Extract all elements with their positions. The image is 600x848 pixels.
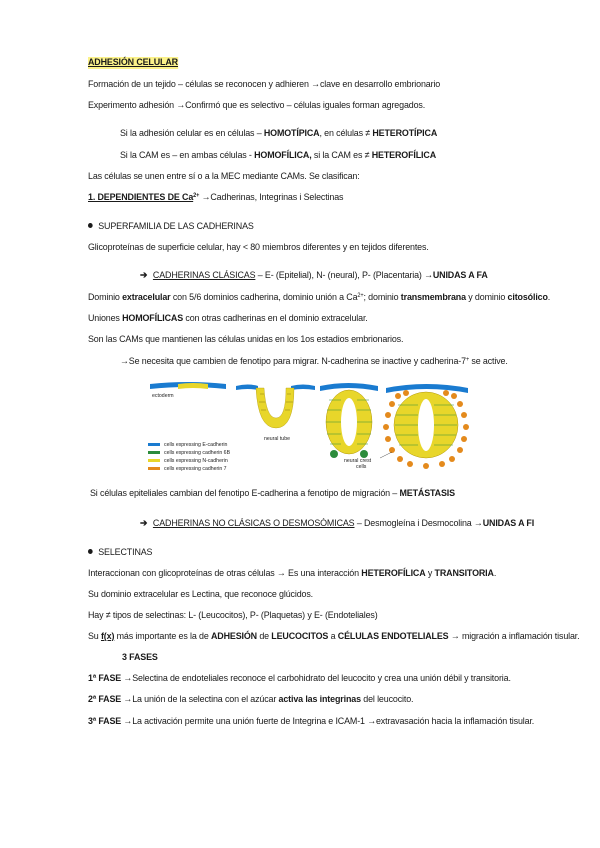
label-cells: cells xyxy=(356,464,367,470)
uniones-line: Uniones HOMOFÍLICAS con otras cadherinas en el dominio extracelular. xyxy=(88,313,368,324)
legend-swatch-cadherin-6b xyxy=(148,451,160,454)
label-ectoderm: ectoderm xyxy=(152,393,174,399)
figure-panel-ectoderm xyxy=(150,382,226,399)
legend-label: cells expressing N-cadherin xyxy=(164,458,228,464)
intro-line-1: Formación de un tejido – células se reconocen y adhieren →clave en desarrollo embrionario xyxy=(88,79,441,90)
section-1-heading: 1. DEPENDIENTES DE $Ca^{2+}$ →Cadherinas, Integrinas i Selectinas xyxy=(88,192,344,203)
cams-line: Son las CAMs que mantienen las células unidas en los 1os estadios embrionarios. xyxy=(88,334,404,345)
bullet-icon xyxy=(88,549,93,554)
cadherinas-clasicas-line: ➔ CADHERINAS CLÁSICAS – E- (Epitelial), N- (neural), P- (Placentaria) →UNIDAS A FA xyxy=(140,270,488,281)
union-line: Las células se unen entre sí o a la MEC mediante CAMs. Se clasifican: xyxy=(88,171,360,182)
legend-label: cells expressing cadherin 6B xyxy=(164,450,231,456)
fenotipo-line: →Se necesita que cambien de fenotipo para migrar. N-cadherina se inactive y cadherina-7+ se active. xyxy=(120,356,508,367)
label-neural-tube: neural tube xyxy=(264,436,290,442)
arrow-right-icon: ➔ xyxy=(140,270,148,281)
intro-line-2: Experimento adhesión →Confirmó que es selectivo – células iguales forman agregados. xyxy=(88,100,426,111)
metastasis-line: Si células epiteliales cambian del fenotipo E-cadherina a fenotipo de migración – METÁSTASIS xyxy=(90,488,455,499)
page-title: ADHESIÓN CELULAR xyxy=(88,57,178,68)
figure-legend xyxy=(148,442,231,472)
figure-panel-closed-tube xyxy=(320,383,378,458)
arrow-right-icon: ➔ xyxy=(140,518,148,529)
selectinas-heading: SELECTINAS xyxy=(88,547,152,559)
label-neural-crest: neural crest xyxy=(344,458,372,464)
legend-swatch-e-cadherin xyxy=(148,443,160,446)
neural-tube-figure xyxy=(148,380,558,480)
selectinas-line-2: Su dominio extracelular es Lectina, que reconoce glúcidos. xyxy=(88,589,314,600)
dominio-line: Dominio extracelular con 5/6 dominios cadherina, dominio unión a $Ca^{2+}$; dominio transmembrana y dominio citosólico. xyxy=(88,292,551,303)
legend-label: cells expressing cadherin 7 xyxy=(164,466,227,472)
selectinas-line-4: Su f(x) más importante es la de ADHESIÓN de LEUCOCITOS a CÉLULAS ENDOTELIALES → migración a inflamación tisular. xyxy=(88,631,580,642)
homotipica-line: Si la adhesión celular es en células – HOMOTÍPICA, en células ≠ HETEROTÍPICA xyxy=(120,128,438,139)
bullet-icon xyxy=(88,223,93,228)
fase-3: 3ª FASE →La activación permite una unión fuerte de Integrina e ICAM-1 →extravasación hacia la inflamación tisular. xyxy=(88,716,535,727)
legend-swatch-cadherin-7 xyxy=(148,467,160,470)
legend-label: cells expressing E-cadherin xyxy=(164,442,228,448)
selectinas-line-3: Hay ≠ tipos de selectinas: L- (Leucocitos), P- (Plaquetas) y E- (Endoteliales) xyxy=(88,610,378,621)
cadherinas-desc: Glicoproteínas de superficie celular, hay < 80 miembros diferentes y en tejidos diferentes. xyxy=(88,242,429,253)
homofilica-line: Si la CAM es – en ambas células - HOMOFÍLICA, si la CAM es ≠ HETEROFÍLICA xyxy=(120,150,437,161)
legend-swatch-n-cadherin xyxy=(148,459,160,462)
selectinas-line-1: Interaccionan con glicoproteínas de otras células → Es una interacción HETEROFÍLICA y TRANSITORIA. xyxy=(88,568,497,579)
fases-title: 3 FASES xyxy=(122,652,158,663)
cadherinas-heading: SUPERFAMILIA DE LAS CADHERINAS xyxy=(88,221,254,233)
fase-1: 1ª FASE →Selectina de endoteliales reconoce el carbohidrato del leucocito y crea una unión débil y transitoria. xyxy=(88,673,511,684)
figure-panel-neural-groove xyxy=(236,385,315,443)
fase-2: 2ª FASE →La unión de la selectina con el azúcar activa las integrinas del leucocito. xyxy=(88,694,414,705)
no-clasicas-line: ➔ CADHERINAS NO CLÁSICAS O DESMOSÓMICAS – Desmogleína i Desmocolina →UNIDAS A FI xyxy=(140,518,535,529)
